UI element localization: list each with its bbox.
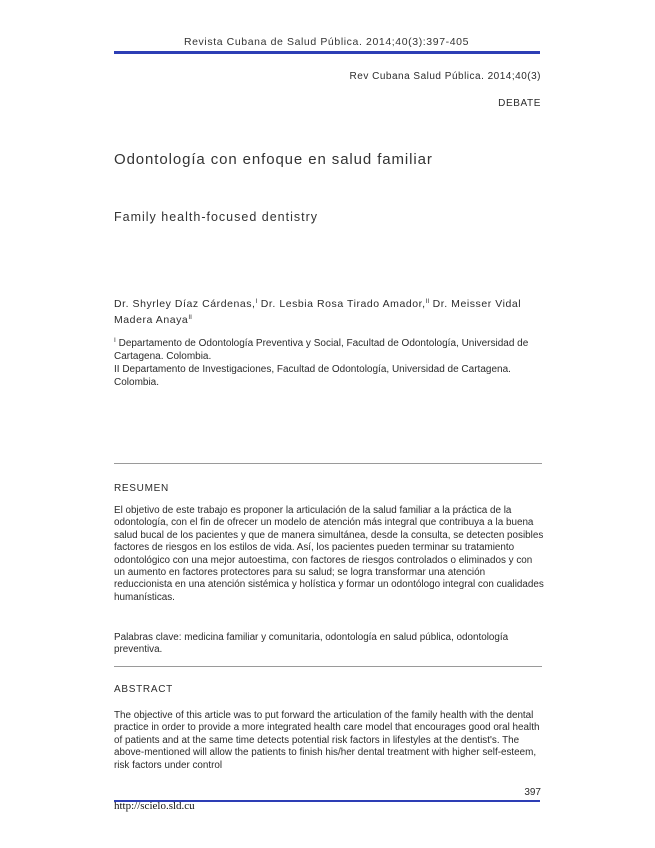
affiliation-text: Departamento de Odontología Preventiva y Social, Facultad de Odontología, Universidad de Cartagena. Colombia. — [114, 338, 529, 362]
page-number: 397 — [524, 787, 541, 798]
abstract-body: The objective of this article was to put forward the articulation of the family health with the dental practice in order to provide a more integrated health care model that encourages good oral health of patients and at the same time detects potential risk factors in lifestyles at the dentist's. The above-mentioned will allow the patients to finish his/her dental treatment with higher self-esteem, risk factors under control — [114, 710, 540, 771]
short-reference: Rev Cubana Salud Pública. 2014;40(3) — [349, 71, 541, 82]
header-rule — [114, 51, 540, 54]
affiliation-list — [114, 334, 544, 389]
article-title-spanish: Odontología con enfoque en salud familiar — [114, 151, 433, 168]
author-name: Dr. Meisser Vidal Madera Anaya — [114, 298, 522, 326]
affiliation-mark: I — [114, 337, 116, 344]
journal-header: Revista Cubana de Salud Pública. 2014;40(3):397-405 — [183, 36, 470, 48]
affiliation-text: II Departamento de Investigaciones, Facultad de Odontología, Universidad de Cartagena. Colombia. — [114, 364, 511, 388]
source-url-link[interactable]: http://scielo.sld.cu — [114, 800, 195, 812]
section-label: DEBATE — [498, 98, 541, 109]
keywords — [114, 632, 544, 657]
author-affiliation-mark: II — [188, 314, 192, 321]
keywords-list: medicina familiar y comunitaria, odontología en salud pública, odontología preventiva. — [114, 632, 509, 656]
abstract-heading: ABSTRACT — [114, 684, 173, 695]
affiliation-item — [114, 363, 544, 389]
resumen-heading: RESUMEN — [114, 483, 169, 494]
author-list — [114, 295, 544, 327]
author-affiliation-mark: II — [425, 298, 430, 305]
author-affiliation-mark: I — [255, 298, 258, 305]
keywords-label: Palabras clave: — [114, 632, 182, 643]
section-divider — [114, 666, 542, 667]
resumen-body: El objetivo de este trabajo es proponer la articulación de la salud familiar a la práctica de la odontología, con el fin de ofrecer un modelo de atención más integral que contribuya a la buena salud bucal de los pacientes y que de manera simultánea, desde la consulta, se detecten posibles factores de riesgos en los estilos de vida. Así, los pacientes pueden terminar su tratamiento odontológico con una mejor autoestima, con factores de riesgos controlados o eliminados y con un aumento en factores protectores para su salud; se logra transformar una atención reduccionista en una atención sistémica y holística y formar un odontólogo integral con cualidades humanísticas. — [114, 505, 544, 603]
author-name: Dr. Shyrley Díaz Cárdenas, — [114, 298, 256, 310]
affiliation-item — [114, 334, 544, 363]
article-title-english: Family health-focused dentistry — [114, 210, 318, 224]
section-divider — [114, 463, 542, 464]
author-name: Dr. Lesbia Rosa Tirado Amador, — [257, 298, 426, 310]
